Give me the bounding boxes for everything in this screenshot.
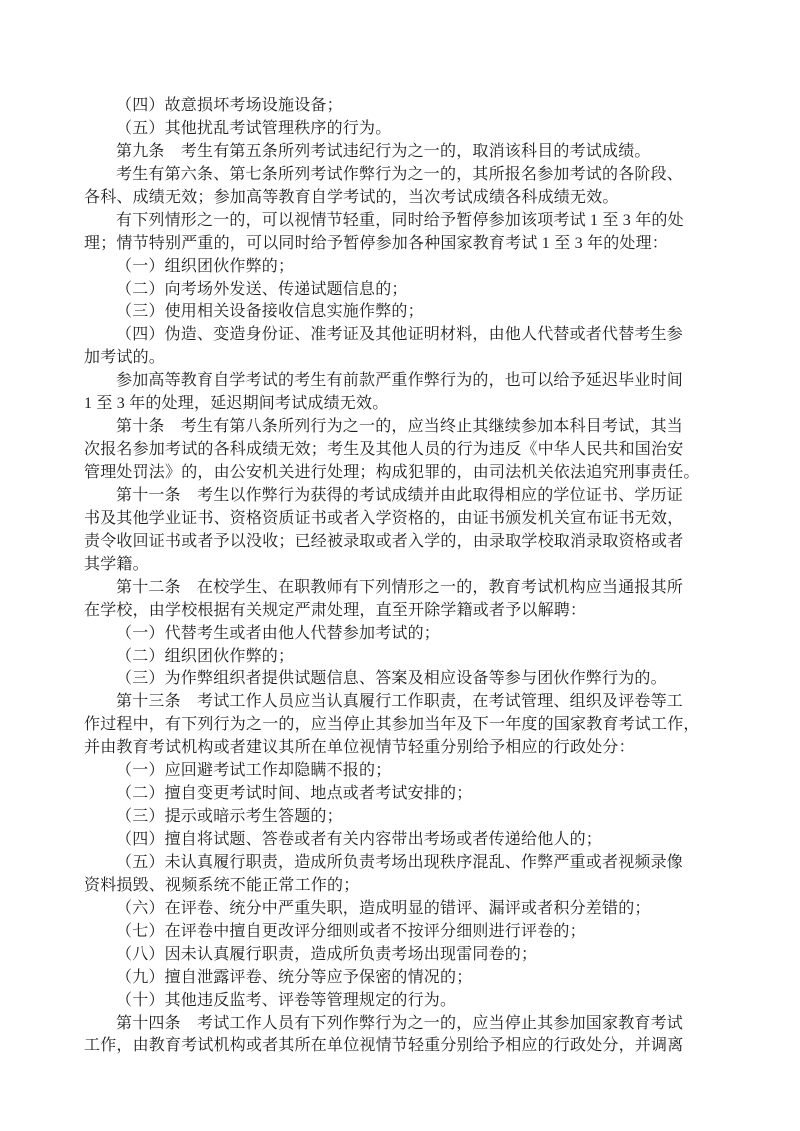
- text-line: 次报名参加考试的各科成绩无效；考生及其他人员的行为违反《中华人民共和国治安: [84, 441, 684, 459]
- text-line: 责令收回证书或者予以没收；已经被录取或者入学的，由录取学校取消录取资格或者: [84, 532, 684, 550]
- text-line: （四）伪造、变造身份证、准考证及其他证明材料，由他人代替或者代替考生参: [116, 326, 684, 344]
- text-line: （三）使用相关设备接收信息实施作弊的；: [116, 303, 424, 321]
- text-line: 并由教育考试机构或者建议其所在单位视情节轻重分别给予相应的行政处分：: [84, 739, 635, 757]
- text-line: （二）组织团伙作弊的；: [116, 647, 295, 665]
- text-line: （三）为作弊组织者提供试题信息、答案及相应设备等参与团伙作弊行为的。: [116, 670, 667, 688]
- text-line: （三）提示或暗示考生答题的；: [116, 808, 343, 826]
- text-line: （八）因未认真履行职责，造成所负责考场出现雷同卷的；: [116, 945, 538, 963]
- text-line: 第九条 考生有第五条所列考试违纪行为之一的，取消该科目的考试成绩。: [116, 142, 651, 160]
- text-line: 第十二条 在校学生、在职教师有下列情形之一的，教育考试机构应当通报其所: [116, 578, 684, 596]
- text-line: 1 至 3 年的处理，延迟期间考试成绩无效。: [84, 395, 389, 413]
- text-line: 管理处罚法》的，由公安机关进行处理；构成犯罪的，由司法机关依法追究刑事责任。: [84, 464, 700, 481]
- text-line: 理；情节特别严重的，可以同时给予暂停参加各种国家教育考试 1 至 3 年的处理：: [84, 234, 669, 252]
- text-line: 第十四条 考试工作人员有下列作弊行为之一的，应当停止其参加国家教育考试: [116, 1014, 684, 1032]
- text-line: 其学籍。: [84, 555, 149, 573]
- text-line: （十）其他违反监考、评卷等管理规定的行为。: [116, 991, 457, 1009]
- text-line: （九）擅自泄露评卷、统分等应予保密的情况的；: [116, 968, 473, 986]
- text-line: 工作，由教育考试机构或者其所在单位视情节轻重分别给予相应的行政处分，并调离: [84, 1037, 684, 1055]
- text-line: 第十一条 考生以作弊行为获得的考试成绩并由此取得相应的学位证书、学历证: [116, 486, 684, 504]
- text-line: 参加高等教育自学考试的考生有前款严重作弊行为的，也可以给予延迟毕业时间: [116, 372, 684, 390]
- text-line: 资料损毁、视频系统不能正常工作的；: [84, 876, 360, 894]
- text-line: 第十条 考生有第八条所列行为之一的，应当终止其继续参加本科目考试，其当: [116, 418, 684, 436]
- text-line: （一）代替考生或者由他人代替参加考试的；: [116, 624, 441, 642]
- text-line: （四）故意损坏考场设施设备；: [116, 97, 343, 114]
- text-line: （二）向考场外发送、传递试题信息的；: [116, 280, 408, 298]
- text-line: （二）擅自变更考试时间、地点或者考试安排的；: [116, 785, 473, 803]
- text-line: （一）应回避考试工作却隐瞒不报的；: [116, 762, 392, 780]
- text-line: 考生有第六条、第七条所列考试作弊行为之一的，其所报名参加考试的各阶段、: [116, 165, 684, 183]
- text-line: 在学校，由学校根据有关规定严肃处理，直至开除学籍或者予以解聘：: [84, 601, 587, 619]
- text-line: （七）在评卷中擅自更改评分细则或者不按评分细则进行评卷的；: [116, 922, 586, 940]
- text-line: （五）未认真履行职责，造成所负责考场出现秩序混乱、作弊严重或者视频录像: [116, 853, 684, 871]
- text-line: 有下列情形之一的，可以视情节轻重，同时给予暂停参加该项考试 1 至 3 年的处: [116, 211, 684, 229]
- text-line: 加考试的。: [84, 349, 166, 367]
- text-line: 书及其他学业证书、资格资质证书或者入学资格的，由证书颁发机关宣布证书无效，: [84, 509, 684, 527]
- text-line: （一）组织团伙作弊的；: [116, 257, 295, 275]
- text-line: 第十三条 考试工作人员应当认真履行工作职责，在考试管理、组织及评卷等工: [116, 693, 684, 711]
- text-line: 作过程中，有下列行为之一的，应当停止其参加当年及下一年度的国家教育考试工作，: [84, 716, 700, 734]
- text-line: （六）在评卷、统分中严重失职，造成明显的错评、漏评或者积分差错的；: [116, 899, 651, 917]
- text-line: 各科、成绩无效；参加高等教育自学考试的，当次考试成绩各科成绩无效。: [84, 188, 619, 206]
- document-text-block: [84, 95, 744, 1058]
- text-line: （四）擅自将试题、答卷或者有关内容带出考场或者传递给他人的；: [116, 831, 603, 848]
- text-line: （五）其他扰乱考试管理秩序的行为。: [116, 119, 392, 137]
